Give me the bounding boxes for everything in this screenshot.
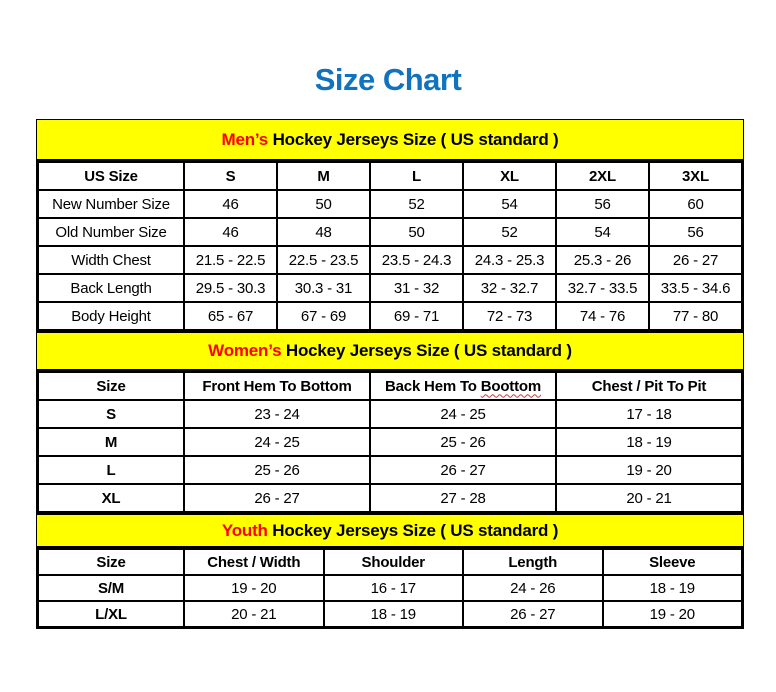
size-value-cell: 25 - 26 xyxy=(184,456,370,484)
size-value-cell: 65 - 67 xyxy=(184,302,277,330)
youth-section-header xyxy=(37,513,743,548)
size-value-cell: 46 xyxy=(184,190,277,218)
size-value-cell: 30.3 - 31 xyxy=(277,274,370,302)
table-row xyxy=(38,190,742,218)
womens-section-rest: Hockey Jerseys Size ( US standard ) xyxy=(281,341,572,360)
size-value-cell: 69 - 71 xyxy=(370,302,463,330)
column-header: 3XL xyxy=(649,162,742,190)
column-header: L xyxy=(370,162,463,190)
size-value-cell: 26 - 27 xyxy=(370,456,556,484)
mens-size-grid xyxy=(37,161,743,331)
section-womens xyxy=(37,331,743,513)
size-value-cell: 54 xyxy=(463,190,556,218)
size-value-cell: 32 - 32.7 xyxy=(463,274,556,302)
table-row xyxy=(38,575,742,601)
table-row xyxy=(38,456,742,484)
row-label: L/XL xyxy=(38,601,184,627)
size-value-cell: 24 - 25 xyxy=(370,400,556,428)
table-row xyxy=(38,302,742,330)
size-value-cell: 33.5 - 34.6 xyxy=(649,274,742,302)
column-header-row xyxy=(38,162,742,190)
size-value-cell: 32.7 - 33.5 xyxy=(556,274,649,302)
size-value-cell: 72 - 73 xyxy=(463,302,556,330)
size-value-cell: 60 xyxy=(649,190,742,218)
size-value-cell: 24 - 25 xyxy=(184,428,370,456)
size-value-cell: 74 - 76 xyxy=(556,302,649,330)
row-label: New Number Size xyxy=(38,190,184,218)
column-header: S xyxy=(184,162,277,190)
row-label: M xyxy=(38,428,184,456)
size-chart-table xyxy=(36,119,744,629)
mens-section-rest: Hockey Jerseys Size ( US standard ) xyxy=(268,129,559,149)
size-value-cell: 16 - 17 xyxy=(324,575,464,601)
youth-section-accent: Youth xyxy=(221,520,268,540)
size-value-cell: 26 - 27 xyxy=(184,484,370,512)
size-value-cell: 23.5 - 24.3 xyxy=(370,246,463,274)
row-label: S/M xyxy=(38,575,184,601)
size-value-cell: 18 - 19 xyxy=(324,601,464,627)
column-header: Back Hem To Boottom xyxy=(370,372,556,400)
size-value-cell: 52 xyxy=(463,218,556,246)
table-row xyxy=(38,218,742,246)
table-row xyxy=(38,246,742,274)
size-value-cell: 19 - 20 xyxy=(556,456,742,484)
size-value-cell: 50 xyxy=(370,218,463,246)
size-value-cell: 77 - 80 xyxy=(649,302,742,330)
size-value-cell: 25.3 - 26 xyxy=(556,246,649,274)
size-value-cell: 54 xyxy=(556,218,649,246)
row-label: S xyxy=(38,400,184,428)
column-header: Size xyxy=(38,549,184,575)
section-youth xyxy=(37,513,743,628)
size-value-cell: 19 - 20 xyxy=(184,575,324,601)
size-value-cell: 24 - 26 xyxy=(463,575,603,601)
table-row xyxy=(38,400,742,428)
size-value-cell: 56 xyxy=(649,218,742,246)
column-header: US Size xyxy=(38,162,184,190)
size-value-cell: 24.3 - 25.3 xyxy=(463,246,556,274)
column-header: Chest / Pit To Pit xyxy=(556,372,742,400)
column-header-row xyxy=(38,549,742,575)
column-header: XL xyxy=(463,162,556,190)
column-header: Sleeve xyxy=(603,549,743,575)
size-value-cell: 19 - 20 xyxy=(603,601,743,627)
size-value-cell: 21.5 - 22.5 xyxy=(184,246,277,274)
table-row xyxy=(38,428,742,456)
size-value-cell: 22.5 - 23.5 xyxy=(277,246,370,274)
row-label: Back Length xyxy=(38,274,184,302)
column-header: 2XL xyxy=(556,162,649,190)
size-value-cell: 56 xyxy=(556,190,649,218)
size-value-cell: 67 - 69 xyxy=(277,302,370,330)
size-value-cell: 31 - 32 xyxy=(370,274,463,302)
section-mens xyxy=(37,120,743,331)
size-value-cell: 50 xyxy=(277,190,370,218)
table-row xyxy=(38,601,742,627)
column-header: Size xyxy=(38,372,184,400)
column-header: Shoulder xyxy=(324,549,464,575)
column-header: Length xyxy=(463,549,603,575)
size-value-cell: 46 xyxy=(184,218,277,246)
row-label: L xyxy=(38,456,184,484)
row-label: Body Height xyxy=(38,302,184,330)
size-value-cell: 20 - 21 xyxy=(184,601,324,627)
column-header: Front Hem To Bottom xyxy=(184,372,370,400)
size-value-cell: 27 - 28 xyxy=(370,484,556,512)
size-value-cell: 29.5 - 30.3 xyxy=(184,274,277,302)
misspelled-word: Boottom xyxy=(480,377,541,395)
size-value-cell: 48 xyxy=(277,218,370,246)
size-value-cell: 23 - 24 xyxy=(184,400,370,428)
mens-section-header xyxy=(37,120,743,161)
column-header-row xyxy=(38,372,742,400)
youth-size-grid xyxy=(37,548,743,628)
size-value-cell: 52 xyxy=(370,190,463,218)
row-label: XL xyxy=(38,484,184,512)
column-header: Chest / Width xyxy=(184,549,324,575)
size-value-cell: 25 - 26 xyxy=(370,428,556,456)
row-label: Old Number Size xyxy=(38,218,184,246)
womens-section-accent: Women’s xyxy=(208,341,282,360)
size-value-cell: 26 - 27 xyxy=(649,246,742,274)
size-value-cell: 17 - 18 xyxy=(556,400,742,428)
row-label: Width Chest xyxy=(38,246,184,274)
table-row xyxy=(38,274,742,302)
size-value-cell: 18 - 19 xyxy=(603,575,743,601)
mens-section-accent: Men’s xyxy=(221,129,269,149)
page-title: Size Chart xyxy=(314,62,462,97)
size-value-cell: 26 - 27 xyxy=(463,601,603,627)
womens-size-grid xyxy=(37,371,743,513)
size-value-cell: 20 - 21 xyxy=(556,484,742,512)
womens-section-header xyxy=(37,331,743,371)
size-value-cell: 18 - 19 xyxy=(556,428,742,456)
youth-section-rest: Hockey Jerseys Size ( US standard ) xyxy=(267,520,559,540)
table-row xyxy=(38,484,742,512)
column-header: M xyxy=(277,162,370,190)
